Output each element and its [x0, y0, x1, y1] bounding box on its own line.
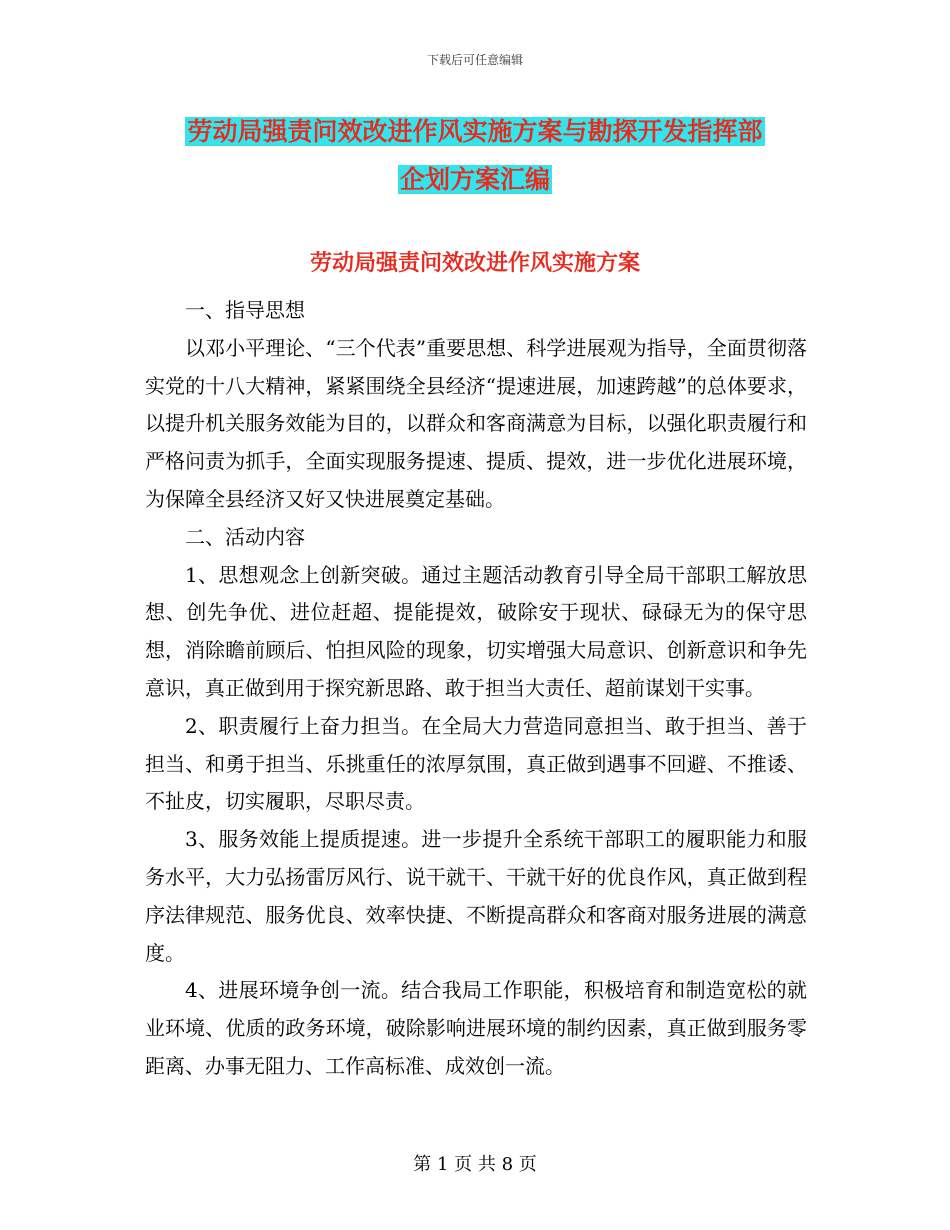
section-title: 劳动局强责问效改进作风实施方案 [309, 250, 640, 276]
title-line-2: 企划方案汇编 [399, 165, 550, 194]
paragraph-item-3: 3、服务效能上提质提速。进一步提升全系统干部职工的履职能力和服务水平，大力弘扬雷厉风行、说干就干、干就干好的优良作风，真正做到程序法律规范、服务优良、效率快捷、不断提高群众和客商对服务进展的满意度。 [145, 827, 807, 965]
paragraph-item-4: 4、进展环境争创一流。结合我局工作职能，积极培育和制造宽松的就业环境、优质的政务环境，破除影响进展环境的制约因素，真正做到服务零距离、办事无阻力、工作高标准、成效创一流。 [145, 978, 807, 1078]
page-number-footer: 第 1 页 共 8 页 [413, 1154, 537, 1175]
document-title [145, 108, 805, 204]
heading-activity-content: 二、活动内容 [185, 524, 305, 549]
document-body [145, 292, 807, 1086]
paragraph-guiding-ideology: 以邓小平理论、“三个代表”重要思想、科学进展观为指导，全面贯彻落实党的十八大精神，紧紧围绕全县经济“提速进展，加速跨越”的总体要求，以提升机关服务效能为目的，以群众和客商满意为目标，以强化职责履行和严格问责为抓手，全面实现服务提速、提质、提效，进一步优化进展环境，为保障全县经济又好又快进展奠定基础。 [145, 335, 807, 511]
paragraph-item-1: 1、思想观念上创新突破。通过主题活动教育引导全局干部职工解放思想、创先争优、进位赶超、提能提效，破除安于现状、碌碌无为的保守思想，消除瞻前顾后、怕担风险的现象，切实增强大局意识、创新意识和争先意识，真正做到用于探究新思路、敢于担当大责任、超前谋划干实事。 [145, 562, 807, 700]
title-line-1: 劳动局强责问效改进作风实施方案与勘探开发指挥部 [187, 117, 763, 146]
heading-guiding-ideology: 一、指导思想 [185, 298, 305, 322]
header-note: 下载后可任意编辑 [426, 53, 523, 67]
paragraph-item-2: 2、职责履行上奋力担当。在全局大力营造同意担当、敢于担当、善于担当、和勇于担当、乐挑重任的浓厚氛围，真正做到遇事不回避、不推诿、不扯皮，切实履职，尽职尽责。 [145, 713, 807, 814]
